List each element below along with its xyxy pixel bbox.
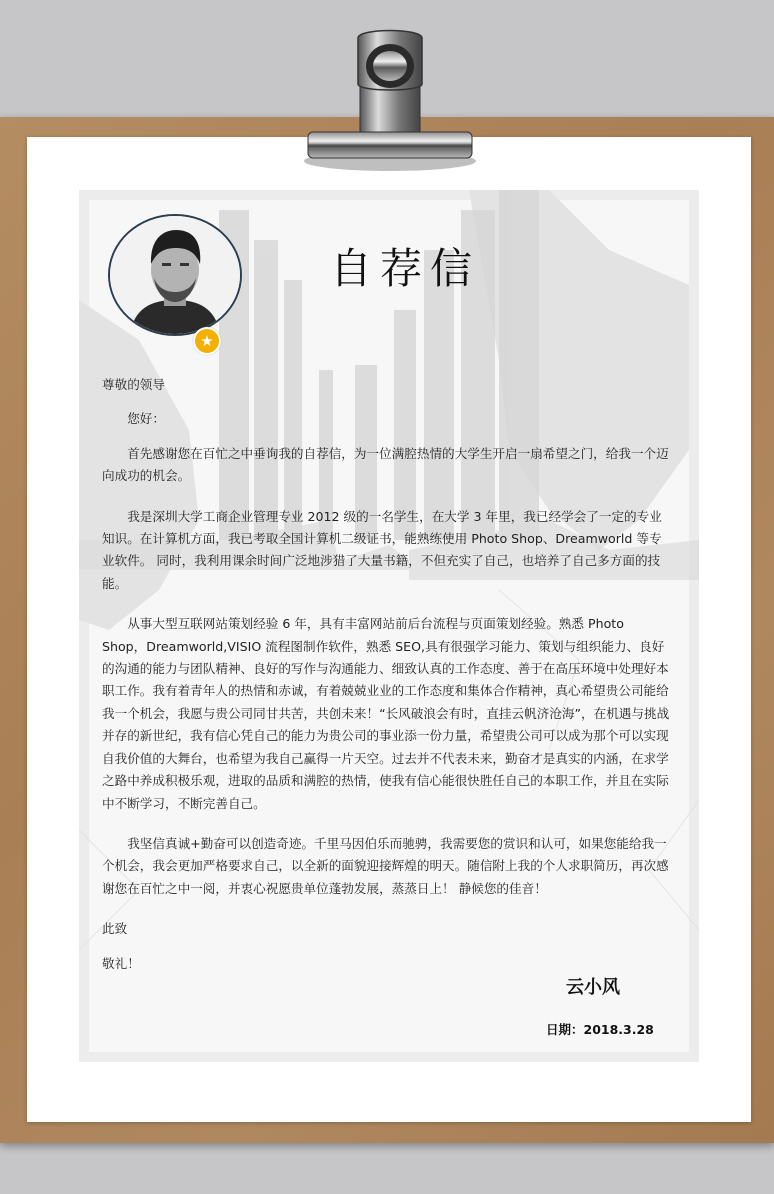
salutation: 尊敬的领导 — [102, 377, 165, 392]
avatar — [108, 214, 242, 336]
closing-line-1: 此致 — [102, 921, 128, 937]
letter-body — [102, 374, 672, 975]
binder-clip-icon — [300, 26, 480, 176]
paragraph-1: 首先感谢您在百忙之中垂询我的自荐信，为一位满腔热情的大学生开启一扇希望之门，给我一个迈向成功的机会。 — [102, 445, 669, 484]
closing-line-2: 敬礼！ — [102, 955, 140, 971]
star-icon: ★ — [193, 327, 221, 355]
paragraph-3: 从事大型互联网站策划经验 6 年，具有丰富网站前后台流程与页面策划经验。熟悉 Photo Shop，Dreamworld,VISIO 流程图制作软件，熟悉 SEO,具有很强学习能力、策划与组织能力、良好的沟通的能力与团队精神、良好的写作与沟通能力、细致认真的工作态度、善于在高压环境中处理好本职工作。我有着青年人的热情和赤诚，有着兢兢业业的工作态度和集体合作精神，真心希望贵公司能给我一个机会，我愿与贵公司同甘共苦，共创未来！“长风破浪会有时，直挂云帆济沧海”，在机遇与挑战并存的新世纪，我有信心凭自己的能力为贵公司的事业添一份力量，希望贵公司可以成为那个可以实现自我价值的大舞台，也希望为我自己赢得一片天空。过去并不代表未来，勤奋才是真实的内涵，在求学之路中养成积极乐观，进取的品质和满腔的热情，使我有信心能很快胜任自己的本职工作，并且在实际中不断学习，不断完善自己。 — [102, 616, 670, 811]
greeting: 您好： — [127, 411, 165, 427]
page-title: 自荐信 — [330, 244, 481, 293]
signature-name: 云小风 — [566, 977, 620, 998]
paragraph-2: 我是深圳大学工商企业管理专业 2012 级的一名学生，在大学 3 年里，我已经学会了一定的专业知识。在计算机方面，我已考取全国计算机二级证书，能熟练使用 Photo Shop、Dreamworld 等专业软件。 同时，我利用课余时间广泛地涉猎了大量书籍，不但充实了自己，也培养了自己多方面的技能。 — [102, 508, 662, 591]
letter-date: 日期：2018.3.28 — [546, 1022, 654, 1037]
paragraph-4: 我坚信真诚+勤奋可以创造奇迹。千里马因伯乐而驰骋，我需要您的赏识和认可，如果您能给我一个机会，我会更加严格要求自己，以全新的面貌迎接辉煌的明天。随信附上我的个人求职简历，再次感谢您在百忙之中一阅，并衷心祝愿贵单位蓬勃发展，蒸蒸日上！ 静候您的佳音！ — [102, 835, 669, 896]
avatar-photo — [110, 216, 240, 334]
